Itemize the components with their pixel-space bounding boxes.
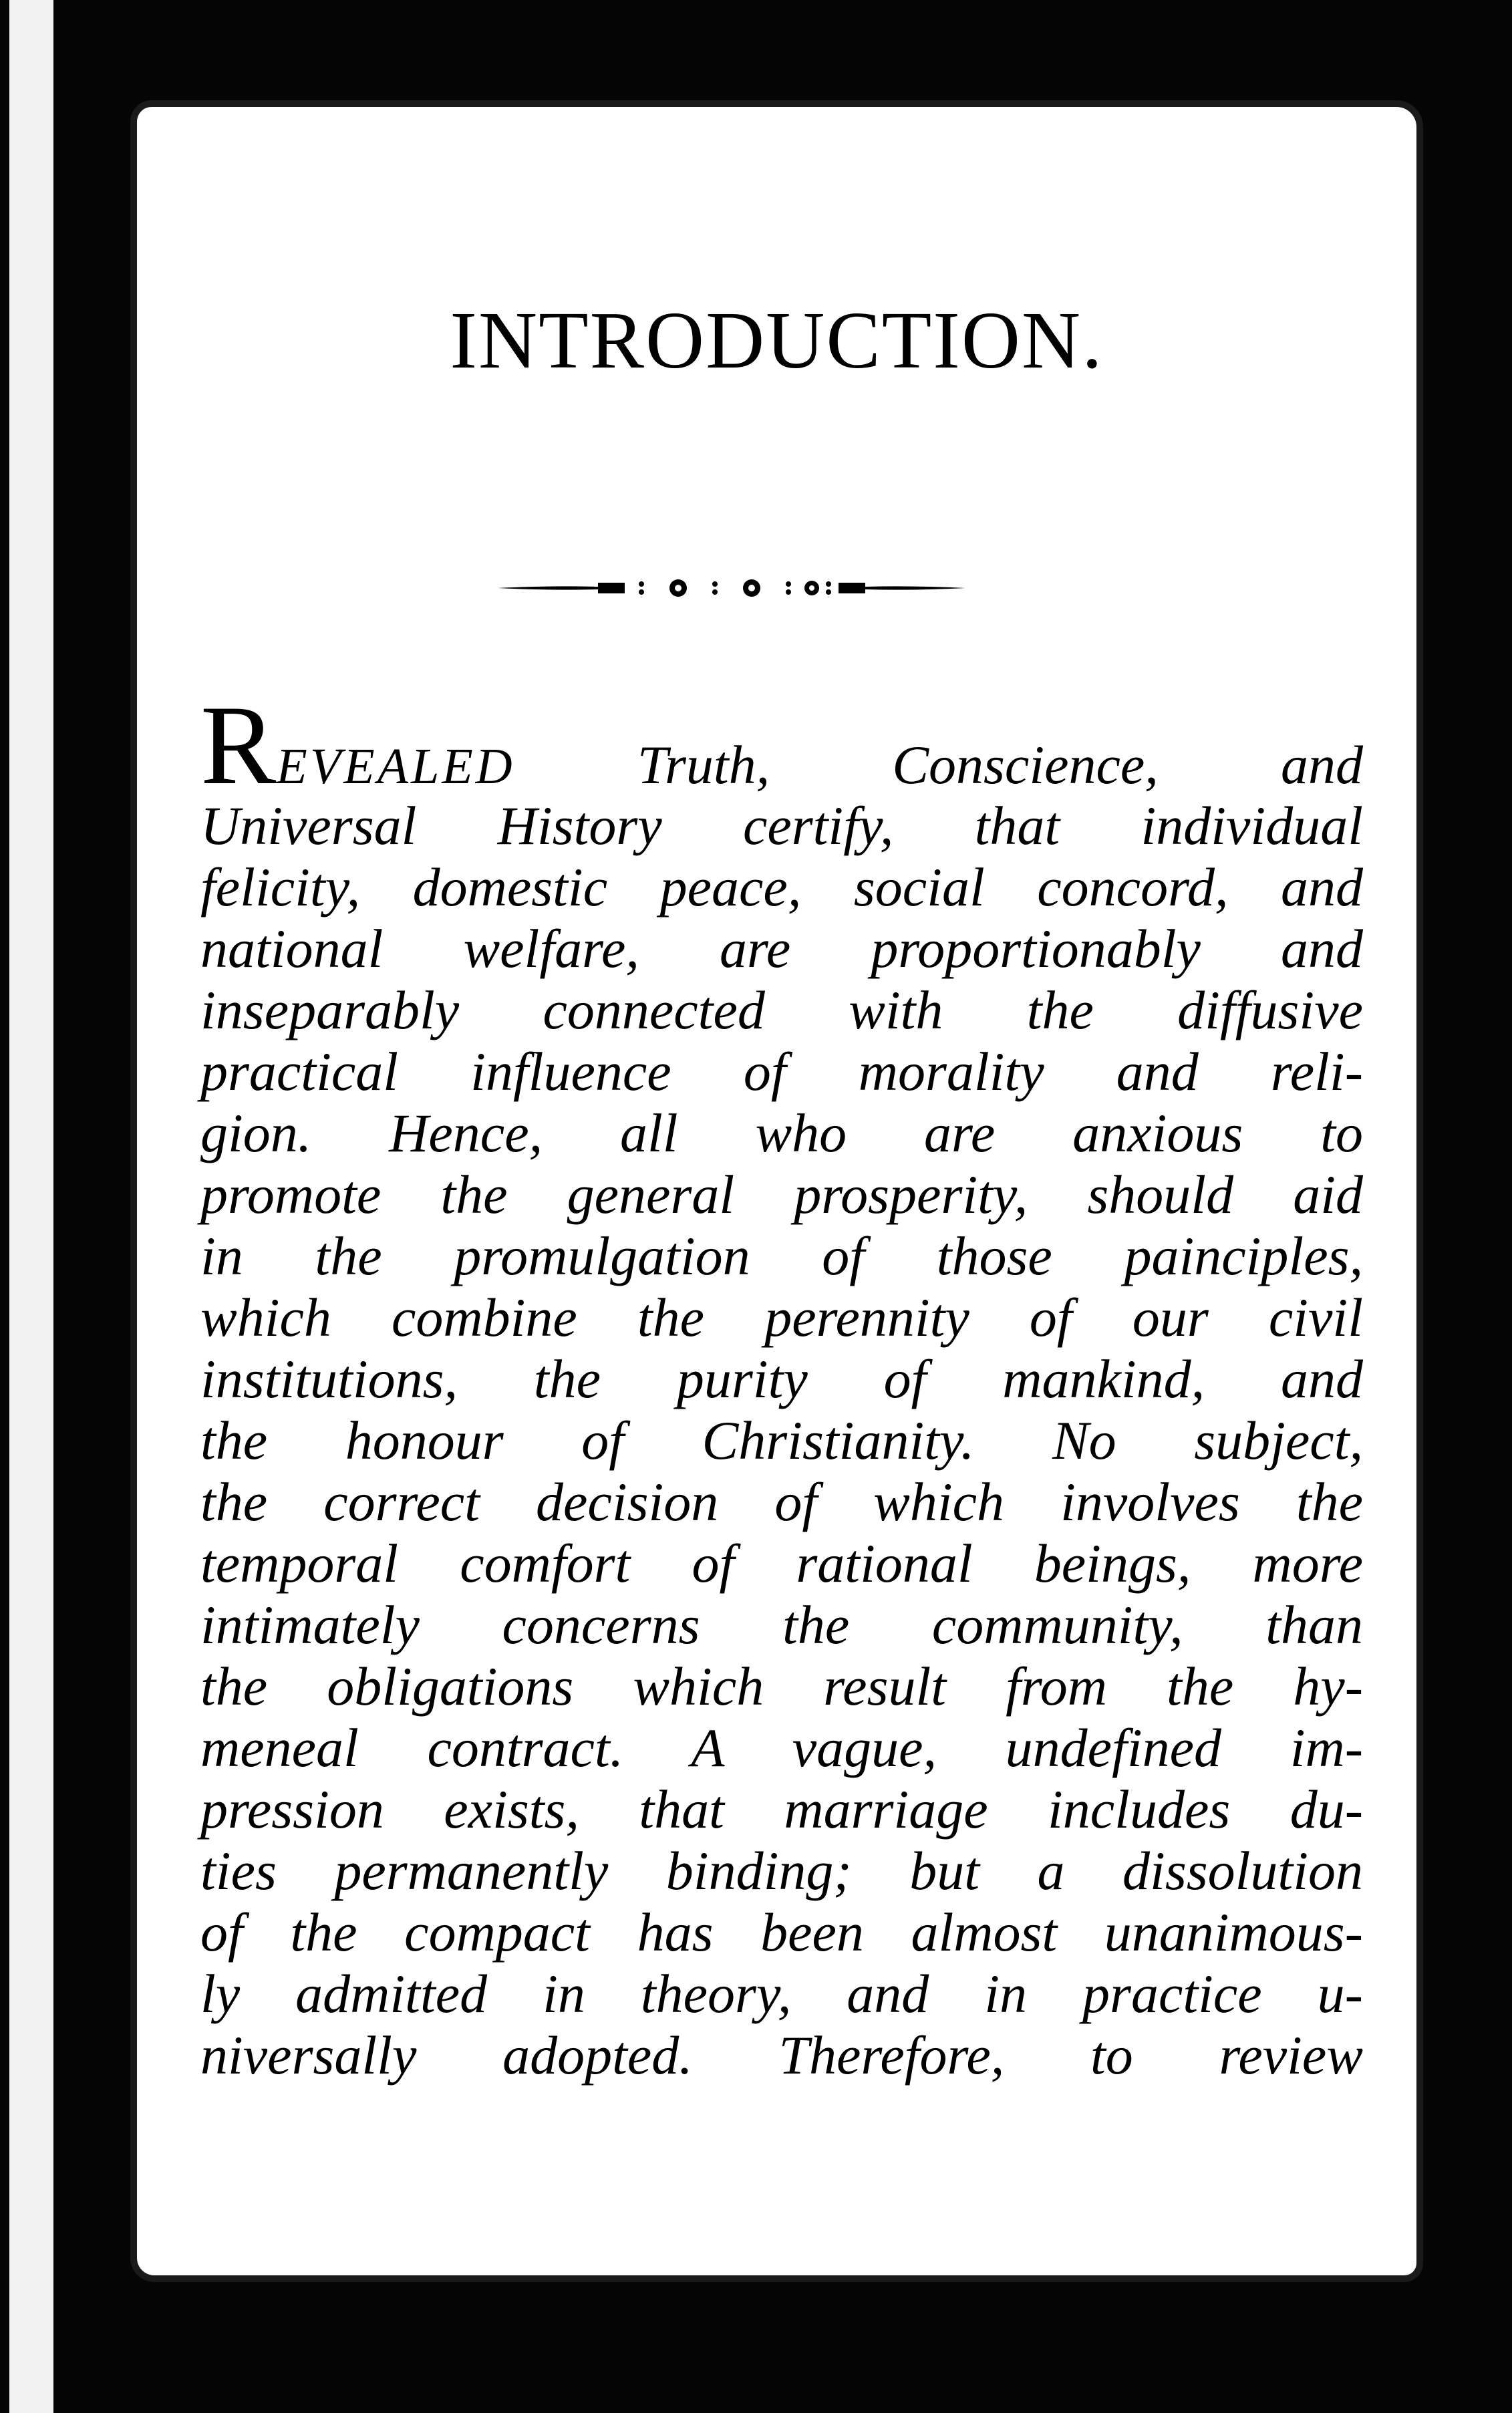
drop-cap: R [200, 682, 277, 808]
text-line: the honour of Christianity. No subject, [200, 1410, 1363, 1471]
text-line: ties permanently binding; but a dissolution [200, 1840, 1363, 1901]
text-line-content: Truth, Conscience, and [514, 734, 1363, 795]
text-line: meneal contract. A vague, undefined im- [200, 1717, 1363, 1778]
text-line: pression exists, that marriage includes du- [200, 1779, 1363, 1840]
text-line: Universal History certify, that individual [200, 795, 1363, 856]
text-line: inseparably connected with the diffusive [200, 980, 1363, 1040]
text-line: the obligations which result from the hy- [200, 1656, 1363, 1717]
text-line: of the compact has been almost unanimous- [200, 1902, 1363, 1963]
text-line: temporal comfort of rational beings, more [200, 1533, 1363, 1594]
book-page [137, 107, 1416, 2275]
text-line: promote the general prosperity, should aid [200, 1164, 1363, 1225]
introduction-text [200, 682, 1363, 2086]
text-line: gion. Hence, all who are anxious to [200, 1103, 1363, 1163]
text-line [200, 682, 1363, 808]
text-line: intimately concerns the community, than [200, 1594, 1363, 1655]
page-title: INTRODUCTION. [450, 295, 1104, 386]
text-line: felicity, domestic peace, social concord, and [200, 857, 1363, 917]
text-line: ly admitted in theory, and in practice u- [200, 1963, 1363, 2024]
drop-cap-continuation: EVEALED [276, 738, 515, 795]
decorative-rule-ornament [498, 568, 965, 608]
text-line: the correct decision of which involves the [200, 1471, 1363, 1532]
text-line: which combine the perennity of our civil [200, 1287, 1363, 1348]
text-line: niversally adopted. Therefore, to review [200, 2025, 1363, 2086]
text-line: practical influence of morality and reli- [200, 1041, 1363, 1102]
text-line: institutions, the purity of mankind, and [200, 1349, 1363, 1409]
text-line: in the promulgation of those painciples, [200, 1226, 1363, 1286]
text-line: national welfare, are proportionably and [200, 918, 1363, 979]
page-edge-strip [9, 0, 53, 2413]
